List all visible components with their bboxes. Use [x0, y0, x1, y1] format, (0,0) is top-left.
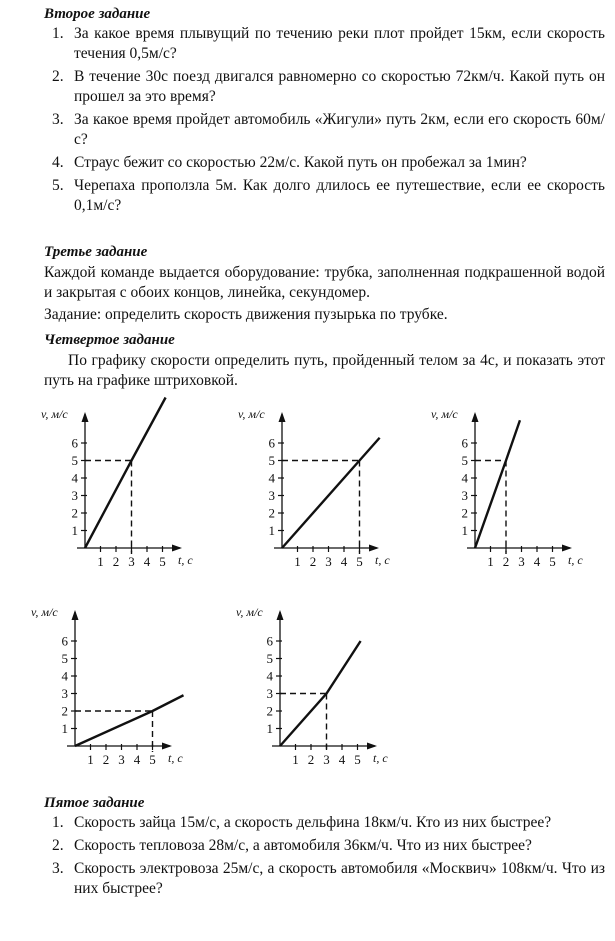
y-tick-label: 5 — [61, 651, 68, 666]
task-number: 5. — [52, 177, 64, 194]
y-tick-label: 4 — [71, 470, 78, 486]
y-tick-label: 5 — [71, 453, 78, 468]
x-tick-label: 3 — [518, 554, 525, 569]
y-tick-label: 4 — [61, 668, 68, 684]
x-tick-label: 2 — [307, 752, 315, 767]
task-number: 2. — [52, 68, 64, 85]
section-4-heading: Четвертое задание — [44, 332, 175, 348]
task-text: Черепаха проползла 5м. Как долго длилось ее путешествие, если ее скорость 0,1м/с? — [74, 177, 605, 214]
y-axis-arrow — [279, 412, 286, 422]
y-tick-label: 5 — [266, 651, 273, 666]
y-tick-label: 5 — [268, 453, 275, 468]
y-axis-label: v, м/с — [31, 605, 58, 619]
y-tick-label: 6 — [71, 435, 78, 451]
axes — [431, 407, 583, 569]
y-tick-label: 3 — [268, 488, 275, 503]
task-text: За какое время пройдет автомобиль «Жигули» путь 2км, если его скорость 60м/с? — [74, 111, 605, 148]
task-text: Скорость электровоза 25м/с, а скорость автомобиля «Москвич» 108км/ч. Что из них быстрее? — [74, 860, 605, 897]
x-tick-label: 2 — [112, 554, 120, 569]
axes — [236, 605, 388, 767]
velocity-line — [75, 695, 184, 746]
section-3-paragraph-task: Задание: определить скорость движения пузырька по трубке. — [44, 306, 448, 323]
y-tick-label: 1 — [71, 523, 78, 538]
task-text: Страус бежит со скоростью 22м/с. Какой путь он пробежал за 1мин? — [74, 154, 527, 171]
task-text: Скорость зайца 15м/с, а скорость дельфина 18км/ч. Кто из них быстрее? — [74, 814, 552, 831]
x-axis-arrow — [172, 545, 182, 552]
section-5-heading: Пятое задание — [44, 795, 145, 811]
y-tick-label: 1 — [461, 523, 468, 538]
y-tick-label: 2 — [268, 505, 275, 521]
x-axis-arrow — [162, 743, 172, 750]
velocity-line — [475, 420, 520, 548]
section-3-paragraph-equipment: Каждой команде выдается оборудование: трубка, заполненная подкрашенной водой и закрытая с обоих концов, линейка, секундомер. — [44, 264, 605, 301]
y-tick-label: 3 — [461, 488, 468, 503]
section-4-paragraph: По графику скорости определить путь, пройденный телом за 4с, и показать этот путь на графике штриховкой. — [44, 352, 605, 389]
task-text: За какое время плывущий по течению реки плот пройдет 15км, если скорость течения 0,5м/с? — [74, 25, 605, 62]
x-tick-label: 4 — [133, 752, 141, 767]
section-3-heading: Третье задание — [44, 244, 148, 260]
y-axis-label: v, м/с — [41, 407, 68, 421]
section-5-task-3 — [44, 859, 605, 899]
y-tick-label: 4 — [461, 470, 468, 486]
axes — [238, 407, 390, 569]
section-2-heading: Второе задание — [44, 6, 151, 22]
y-axis-arrow — [72, 610, 79, 620]
y-tick-label: 3 — [71, 488, 78, 503]
y-axis-label: v, м/с — [431, 407, 458, 421]
y-tick-label: 1 — [266, 721, 273, 736]
y-axis-arrow — [277, 610, 284, 620]
velocity-graph-4 — [30, 598, 220, 783]
section-2-task-1 — [44, 24, 605, 64]
y-tick-label: 6 — [266, 633, 273, 649]
velocity-graph-2 — [237, 400, 417, 585]
section-2-task-5 — [44, 176, 605, 216]
section-2-task-4 — [44, 153, 605, 173]
section-2-task-2 — [44, 67, 605, 107]
x-tick-label: 1 — [294, 554, 301, 569]
y-tick-label: 1 — [61, 721, 68, 736]
x-axis-label: t, с — [178, 553, 193, 567]
y-axis-arrow — [82, 412, 89, 422]
x-tick-label: 5 — [356, 554, 363, 569]
x-axis-label: t, с — [568, 553, 583, 567]
task-text: В течение 30с поезд двигался равномерно со скоростью 72км/ч. Какой путь он прошел за это время? — [74, 68, 605, 105]
x-tick-label: 3 — [325, 554, 332, 569]
x-tick-label: 4 — [143, 554, 151, 569]
velocity-line — [85, 398, 166, 549]
y-axis-label: v, м/с — [238, 407, 265, 421]
x-tick-label: 5 — [159, 554, 166, 569]
x-tick-label: 1 — [292, 752, 299, 767]
section-2-task-3 — [44, 110, 605, 150]
task-text: Скорость тепловоза 28м/с, а автомобиля 36км/ч. Что из них быстрее? — [74, 837, 532, 854]
velocity-graph-1 — [40, 400, 220, 585]
section-2-task-list — [44, 24, 605, 219]
x-axis-label: t, с — [168, 751, 183, 765]
section-5-task-1 — [44, 813, 605, 833]
velocity-graph-3 — [430, 400, 610, 585]
task-number: 3. — [52, 860, 64, 877]
x-tick-label: 1 — [87, 752, 94, 767]
x-tick-label: 2 — [502, 554, 510, 569]
x-tick-label: 5 — [354, 752, 361, 767]
y-tick-label: 6 — [268, 435, 275, 451]
section-5-task-list — [44, 813, 605, 902]
y-axis-label: v, м/с — [236, 605, 263, 619]
x-tick-label: 4 — [340, 554, 348, 569]
velocity-line — [282, 438, 380, 548]
x-tick-label: 2 — [102, 752, 110, 767]
x-tick-label: 5 — [149, 752, 156, 767]
y-tick-label: 5 — [461, 453, 468, 468]
task-number: 1. — [52, 25, 64, 42]
section-5-task-2 — [44, 836, 605, 856]
x-tick-label: 3 — [323, 752, 330, 767]
x-axis-arrow — [369, 545, 379, 552]
task-number: 3. — [52, 111, 64, 128]
y-tick-label: 4 — [268, 470, 275, 486]
x-tick-label: 1 — [487, 554, 494, 569]
x-tick-label: 3 — [118, 752, 125, 767]
y-tick-label: 3 — [61, 686, 68, 701]
x-tick-label: 1 — [97, 554, 104, 569]
y-tick-label: 2 — [461, 505, 468, 521]
x-tick-label: 4 — [338, 752, 346, 767]
axes — [31, 605, 183, 767]
y-tick-label: 6 — [461, 435, 468, 451]
x-axis-arrow — [367, 743, 377, 750]
y-tick-label: 2 — [71, 505, 78, 521]
task-number: 4. — [52, 154, 64, 171]
x-axis-label: t, с — [373, 751, 388, 765]
x-axis-label: t, с — [375, 553, 390, 567]
x-tick-label: 4 — [533, 554, 541, 569]
y-tick-label: 4 — [266, 668, 273, 684]
y-tick-label: 2 — [61, 703, 68, 719]
x-tick-label: 2 — [309, 554, 317, 569]
task-number: 1. — [52, 814, 64, 831]
x-tick-label: 5 — [549, 554, 556, 569]
y-axis-arrow — [472, 412, 479, 422]
task-number: 2. — [52, 837, 64, 854]
x-tick-label: 3 — [128, 554, 135, 569]
velocity-graph-5 — [235, 598, 415, 783]
y-tick-label: 1 — [268, 523, 275, 538]
y-tick-label: 2 — [266, 703, 273, 719]
x-axis-arrow — [562, 545, 572, 552]
y-tick-label: 3 — [266, 686, 273, 701]
y-tick-label: 6 — [61, 633, 68, 649]
